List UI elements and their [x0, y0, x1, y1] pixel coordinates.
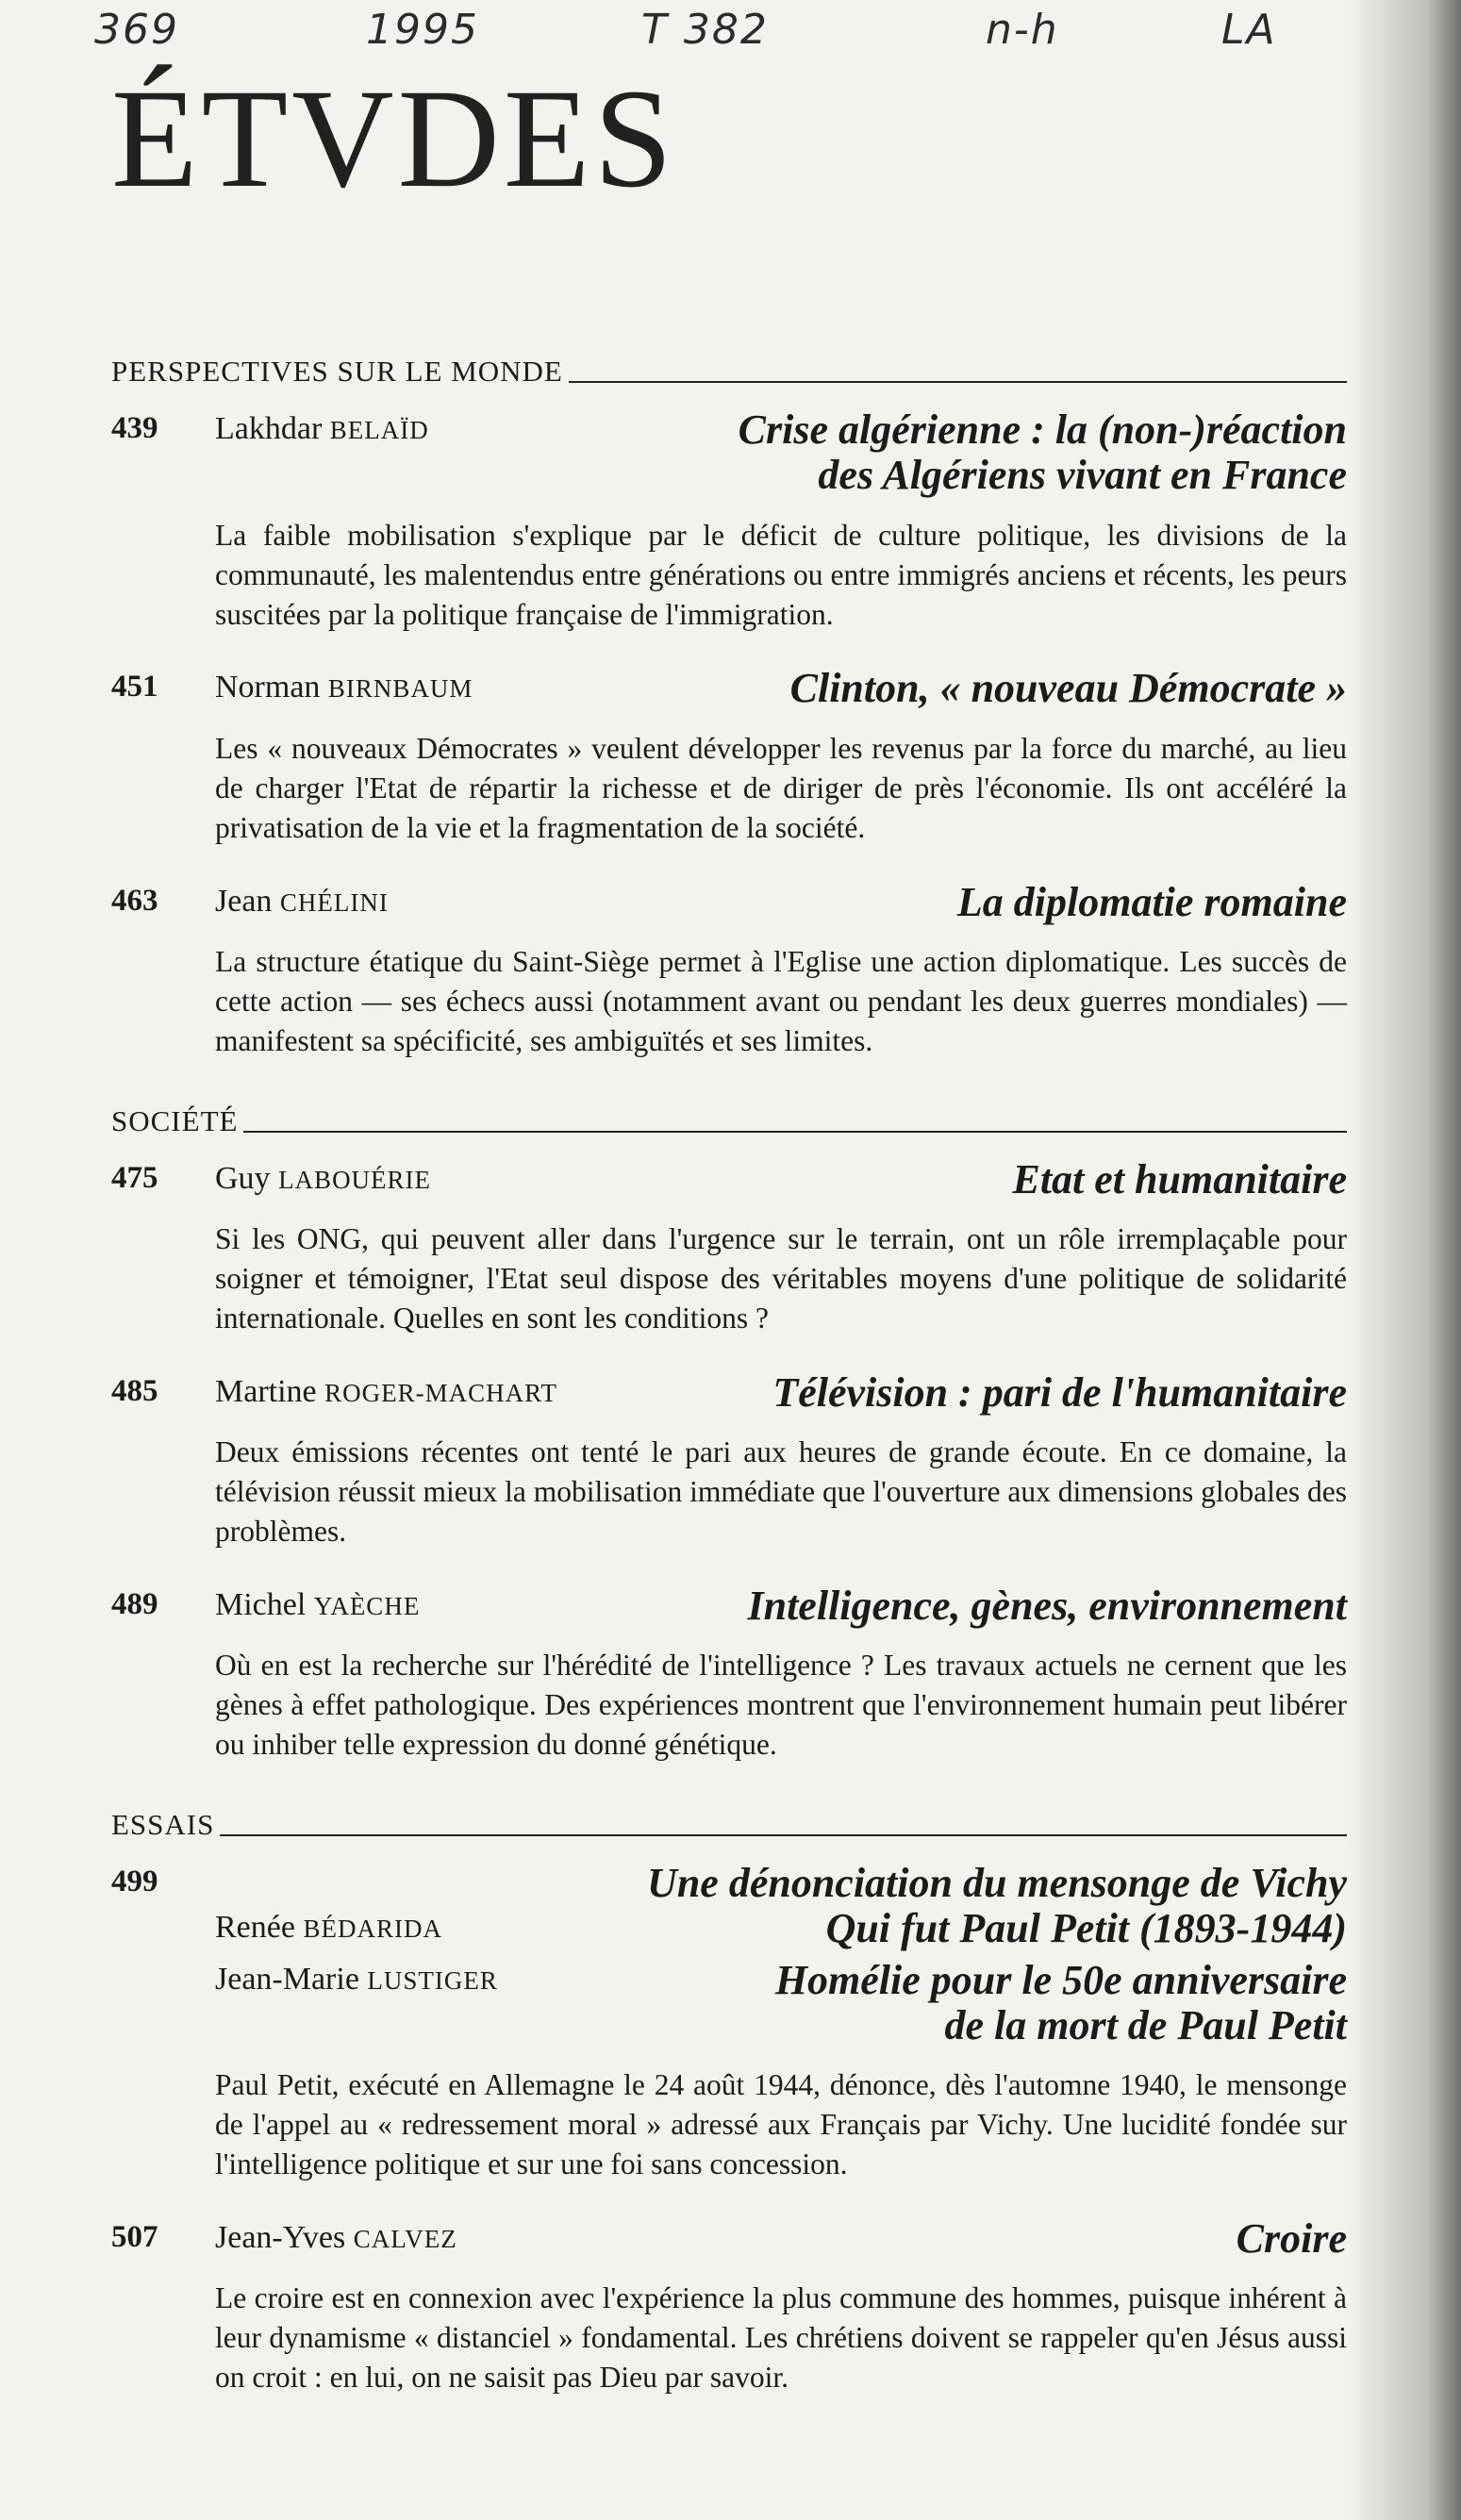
- section-heading: SOCIÉTÉ: [111, 1104, 1347, 1138]
- toc-entry: [111, 1157, 1347, 1338]
- page-number: 499: [111, 1864, 158, 1898]
- handwritten-note: 369: [94, 6, 179, 54]
- page-number: 451: [111, 670, 158, 705]
- article-abstract: Où en est la recherche sur l'hérédité de l'intelligence ? Les travaux actuels ne cernent que les gènes à effet pathologique. Des expériences montrent que l'environnement humain peut libérer ou inhiber telle expression du donné génétique.: [215, 1649, 1347, 1761]
- handwritten-note: T 382: [641, 6, 769, 54]
- article-abstract: Deux émissions récentes ont tenté le pari aux heures de grande écoute. En ce domaine, la télévision réussit mieux la mobilisation immédiate que l'ouverture aux dimensions globales des problèmes.: [215, 1435, 1347, 1548]
- author: Jean CHÉLINI: [215, 883, 389, 919]
- masthead-title: ÉTVDES: [111, 60, 676, 217]
- article-title: Télévision : pari de l'humanitaire: [772, 1368, 1347, 1416]
- section-heading: ESSAIS: [111, 1808, 1347, 1842]
- article-title: Etat et humanitaire: [1012, 1155, 1347, 1202]
- article-abstract: Paul Petit, exécuté en Allemagne le 24 août 1944, dénonce, dès l'automne 1940, le mensonge de l'appel au « redressement moral » adressé aux Français par Vichy. Une lucidité fondée sur l'intelligence politique et sur une foi sans concession.: [215, 2068, 1347, 2181]
- toc-entry: [111, 1583, 1347, 1765]
- article-title: Une dénonciation du mensonge de Vichy: [647, 1859, 1347, 1906]
- article-abstract: La structure étatique du Saint-Siège permet à l'Eglise une action diplomatique. Les succès de cette action — ses échecs aussi (notamment avant ou pendant les deux guerres mondiales) — manifestent sa spécificité, ses ambiguïtés et ses limites.: [215, 944, 1347, 1057]
- author: Martine ROGER-MACHART: [215, 1373, 558, 1409]
- author: Guy LABOUÉRIE: [215, 1160, 432, 1196]
- handwritten-note: LA: [1221, 6, 1277, 54]
- section-heading: PERSPECTIVES SUR LE MONDE: [111, 355, 1347, 389]
- toc-entry: [111, 880, 1347, 1061]
- page-number: 475: [111, 1160, 158, 1195]
- page-number: 485: [111, 1373, 158, 1408]
- article-abstract: Les « nouveaux Démocrates » veulent développer les revenus par la force du marché, au lieu de charger l'Etat de répartir la richesse et de diriger de près l'économie. Ils ont accéléré la privatisation de la vie et la fragmentation de la société.: [215, 731, 1347, 844]
- author: Jean-Yves CALVEZ: [215, 2220, 457, 2255]
- toc-entry: [111, 1370, 1347, 1551]
- author: Jean-Marie LUSTIGER: [215, 1961, 498, 1997]
- author: Michel YAÈCHE: [215, 1586, 421, 1622]
- toc-entry-group: [111, 1861, 1347, 2184]
- article-title: La diplomatie romaine: [956, 878, 1347, 925]
- page-number: 489: [111, 1586, 158, 1621]
- author: Lakhdar BELAÏD: [215, 411, 429, 446]
- table-of-contents: [111, 355, 1347, 2429]
- article-abstract: Le croire est en connexion avec l'expérience la plus commune des hommes, puisque inhérent à leur dynamisme « distanciel » fondamental. Les chrétiens doivent se rappeler qu'en Jésus aussi on croit : en lui, on ne saisit pas Dieu par savoir.: [215, 2281, 1347, 2395]
- article-title: Homélie pour le 50e anniversaire de la mort de Paul Petit: [774, 1956, 1347, 2048]
- toc-entry: [111, 407, 1347, 634]
- article-title: Croire: [1236, 2215, 1347, 2262]
- author: Norman BIRNBAUM: [215, 670, 473, 705]
- article-abstract: La faible mobilisation s'explique par le déficit de culture politique, les divisions de la communauté, les malentendus entre générations ou entre immigrés anciens et récents, les peurs suscitées par la politique française de l'immigration.: [215, 518, 1347, 631]
- page-fold-shadow: [1348, 0, 1461, 2520]
- article-title: Crise algérienne : la (non-)réaction des Algériens vivant en France: [738, 406, 1347, 499]
- toc-entry: [111, 666, 1347, 847]
- author: Renée BÉDARIDA: [215, 1910, 442, 1946]
- article-abstract: Si les ONG, qui peuvent aller dans l'urgence sur le terrain, ont un rôle irremplaçable pour soigner et témoigner, l'Etat seul dispose des véritables moyens d'une politique de solidarité internationale. Quelles en sont les conditions ?: [215, 1221, 1347, 1335]
- page-number: 463: [111, 883, 158, 918]
- page-number: 507: [111, 2220, 158, 2254]
- article-title: Clinton, « nouveau Démocrate »: [789, 665, 1347, 712]
- page-number: 439: [111, 411, 158, 445]
- article-title: Intelligence, gènes, environnement: [747, 1582, 1347, 1629]
- article-title: Qui fut Paul Petit (1893-1944): [825, 1905, 1347, 1952]
- handwritten-note: n-h: [986, 6, 1059, 54]
- handwritten-note: 1995: [366, 6, 479, 54]
- toc-entry: [111, 2216, 1347, 2397]
